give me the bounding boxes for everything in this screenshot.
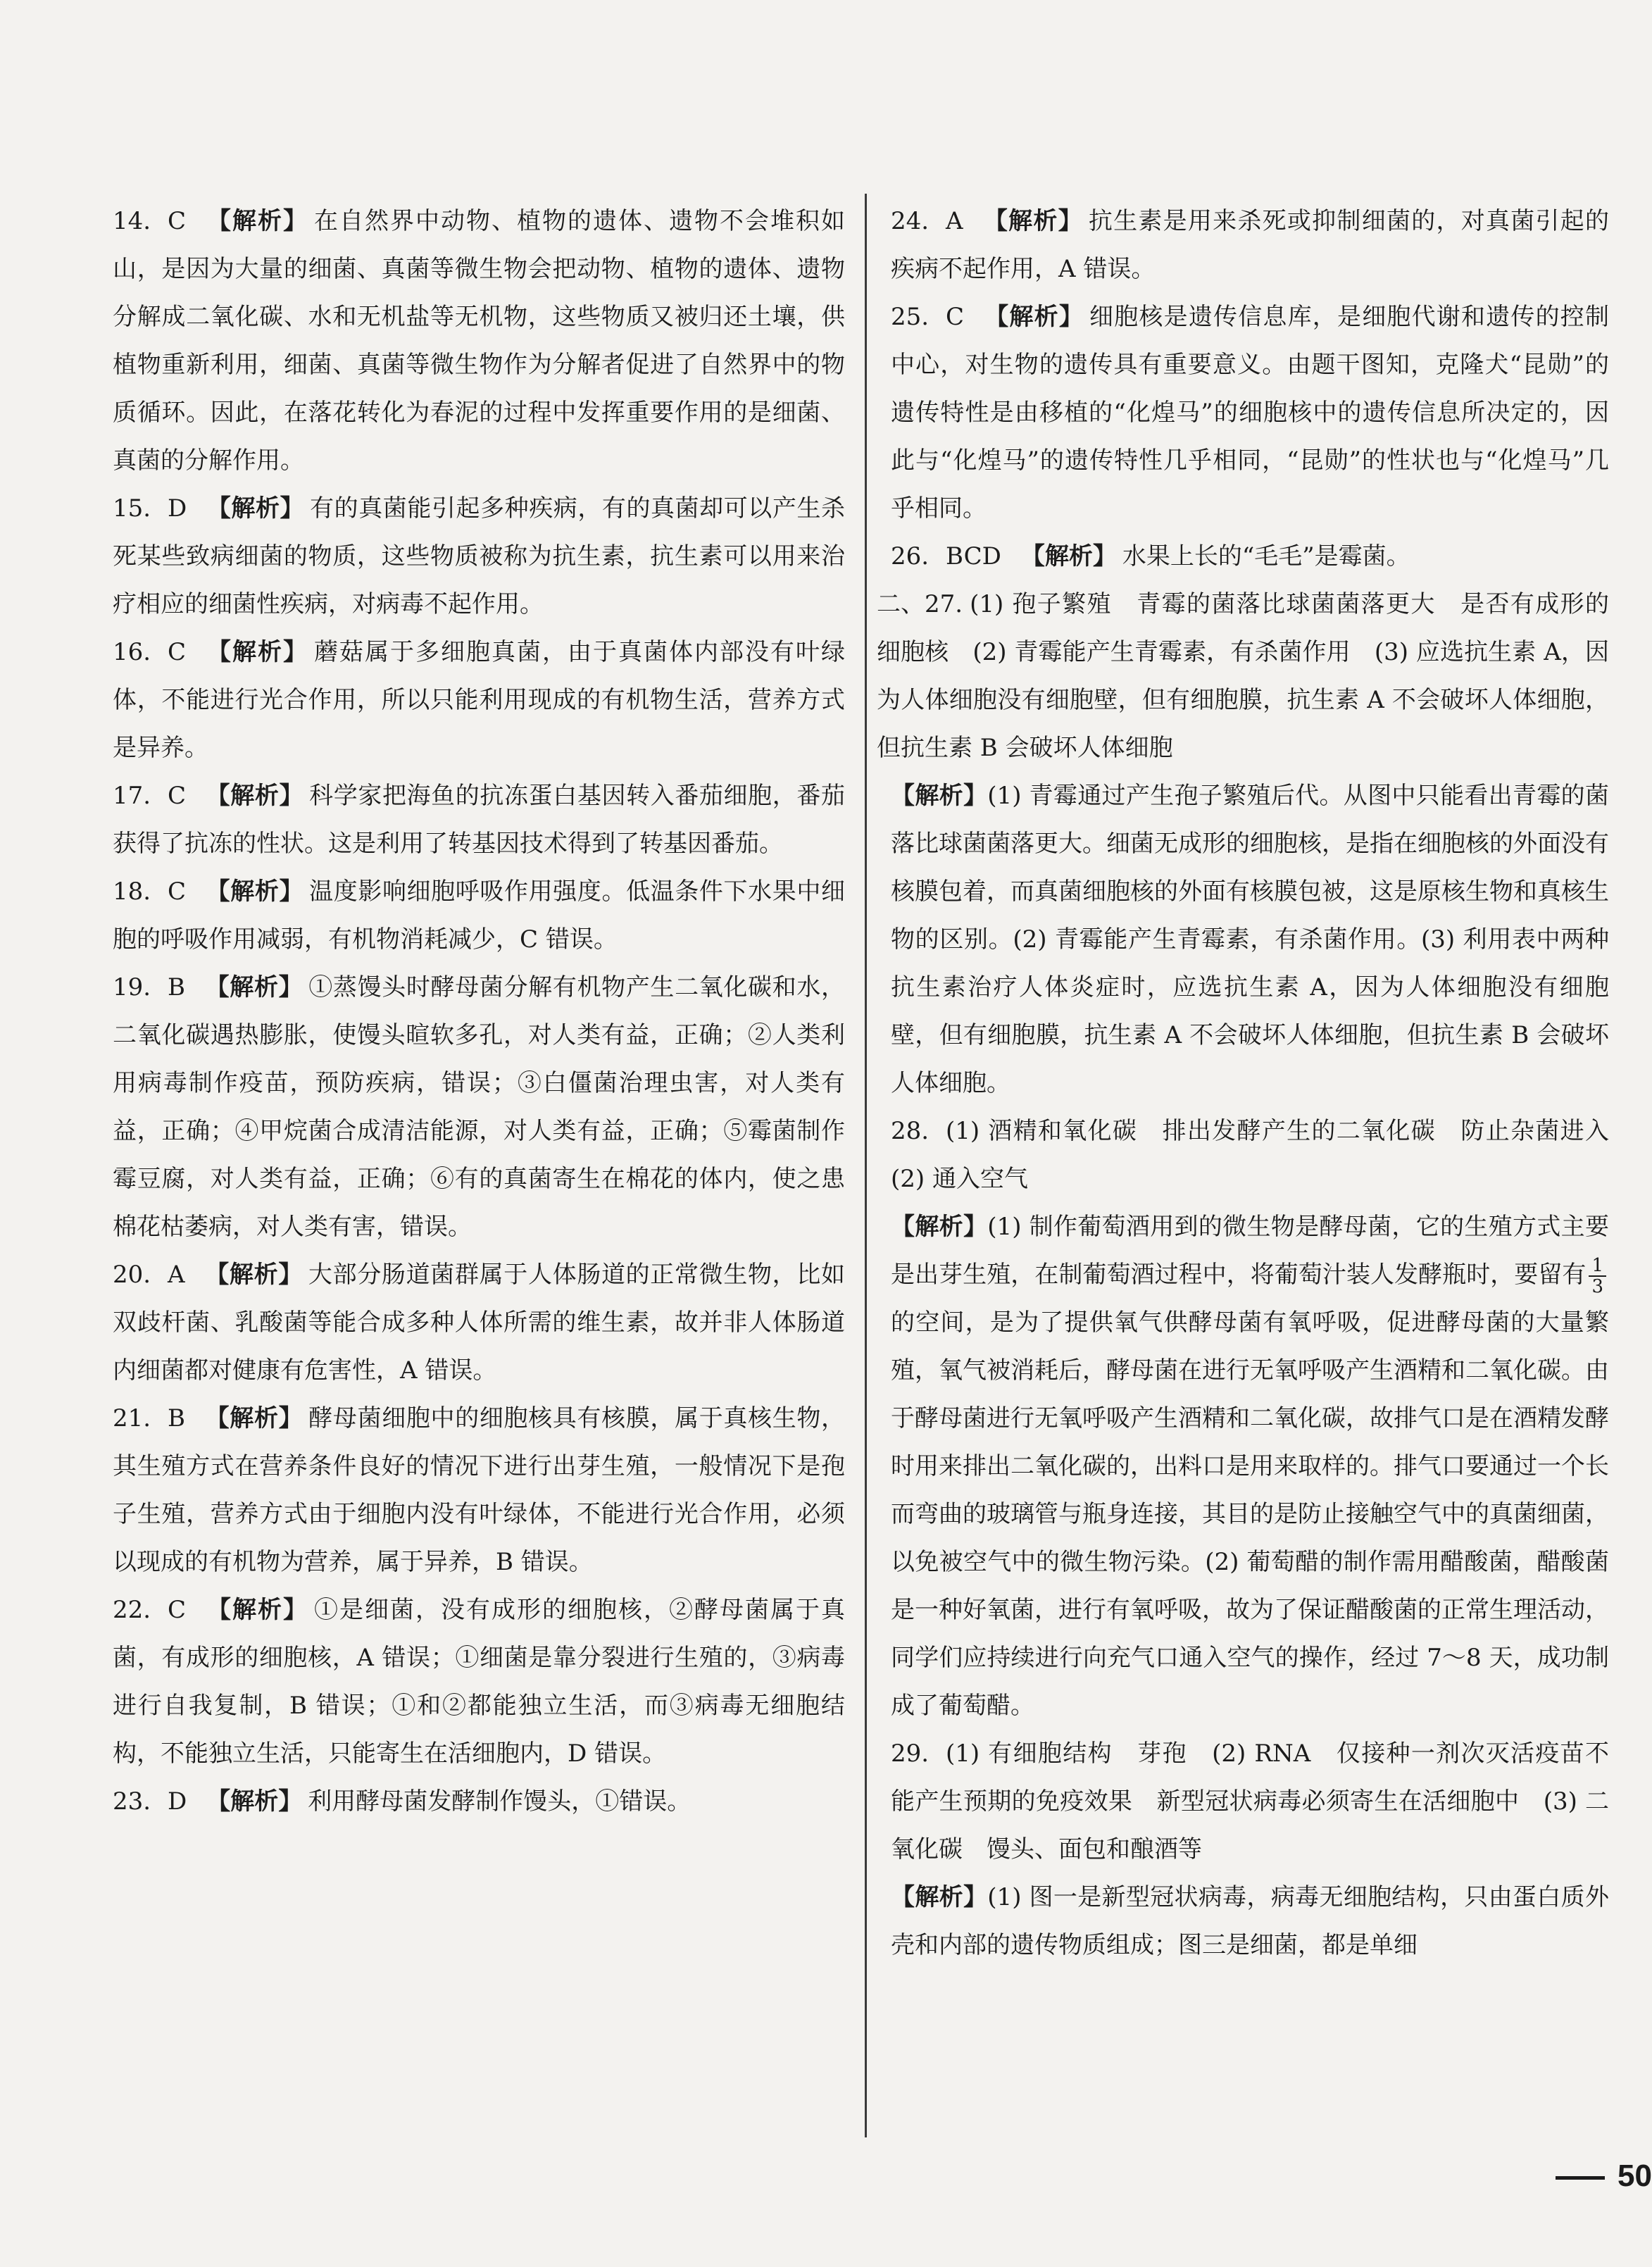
left-column bbox=[113, 197, 845, 1825]
right-column bbox=[877, 197, 1633, 1969]
analysis-text: 细胞核是遗传信息库，是细胞代谢和遗传的控制中心，对生物的遗传具有重要意义。由题干图知，克隆犬“昆勋”的遗传特性是由移植的“化煌马”的细胞核中的遗传信息所决定的，因此与“化煌马”的遗传特性几乎相同，“昆勋”的性状也与“化煌马”几乎相同。 bbox=[891, 303, 1610, 523]
answer-item bbox=[113, 1251, 845, 1394]
analysis-text: 酵母菌细胞中的细胞核具有核膜，属于真核生物，其生殖方式在营养条件良好的情况下进行出芽生殖，一般情况下是孢子生殖，营养方式由于细胞内没有叶绿体，不能进行光合作用，必须以现成的有机物为营养，属于异养，B 错误。 bbox=[113, 1404, 846, 1576]
analysis-text: 有的真菌能引起多种疾病，有的真菌却可以产生杀死某些致病细菌的物质，这些物质被称为抗生素，抗生素可以用来治疗相应的细菌性疾病，对病毒不起作用。 bbox=[113, 494, 846, 618]
analysis-tag: 【解析】 bbox=[891, 782, 988, 810]
fraction-one-third bbox=[1589, 1256, 1606, 1297]
answer-item bbox=[113, 772, 845, 868]
analysis-text: 利用酵母菌发酵制作馒头，①错误。 bbox=[308, 1787, 692, 1816]
analysis-tag: 【解析】 bbox=[891, 1883, 988, 1911]
answer-item bbox=[113, 485, 845, 628]
answer-item-28 bbox=[891, 1107, 1633, 1203]
analysis-text: (1) 图一是新型冠状病毒，病毒无细胞结构，只由蛋白质外壳和内部的遗传物质组成；图三是细菌，都是单细 bbox=[891, 1883, 1610, 1959]
fraction-denominator: 3 bbox=[1591, 1276, 1603, 1297]
item-number: 26. bbox=[891, 542, 930, 570]
fraction-numerator: 1 bbox=[1589, 1256, 1606, 1277]
item-answer: C bbox=[168, 207, 187, 235]
item-answer-text: (1) 孢子繁殖 青霉的菌落比球菌菌落更大 是否有成形的细胞核 (2) 青霉能产生青霉素，有杀菌作用 (3) 应选抗生素 A，因为人体细胞没有细胞壁，但有细胞膜，抗生素 A 不会破坏人体细胞，但抗生素 B 会破坏人体细胞 bbox=[877, 590, 1609, 762]
analysis-text-b: 的空间，是为了提供氧气供酵母菌有氧呼吸，促进酵母菌的大量繁殖，氧气被消耗后，酵母菌在进行无氧呼吸产生酒精和二氧化碳。由于酵母菌进行无氧呼吸产生酒精和二氧化碳，故排气口是在酒精发酵时用来排出二氧化碳的，出料口是用来取样的。排气口要通过一个长而弯曲的玻璃管与瓶身连接，其目的是防止接触空气中的真菌细菌，以免被空气中的微生物污染。(2) 葡萄醋的制作需用醋酸菌，醋酸菌是一种好氧菌，进行有氧呼吸，故为了保证醋酸菌的正常生理活动，同学们应持续进行向充气口通入空气的操作，经过 7～8 天，成功制成了葡萄醋。 bbox=[891, 1309, 1609, 1720]
page-number-text: 50 bbox=[1617, 2159, 1652, 2193]
analysis-text: 大部分肠道菌群属于人体肠道的正常微生物，比如双歧杆菌、乳酸菌等能合成多种人体所需的维生素，故并非人体肠道内细菌都对健康有危害性，A 错误。 bbox=[113, 1261, 846, 1385]
item-number: 21. bbox=[113, 1404, 151, 1432]
item-number: 二、27. bbox=[877, 590, 963, 618]
analysis-tag: 【解析】 bbox=[982, 207, 1083, 235]
analysis-tag: 【解析】 bbox=[206, 1787, 303, 1816]
answer-item bbox=[113, 1778, 845, 1825]
item-answer-text: (1) 有细胞结构 芽孢 (2) RNA 仅接种一剂次灭活疫苗不能产生预期的免疫效果 新型冠状病毒必须寄生在活细胞中 (3) 二氧化碳 馒头、面包和酿酒等 bbox=[891, 1740, 1609, 1863]
analysis-text: (1) 青霉通过产生孢子繁殖后代。从图中只能看出青霉的菌落比球菌菌落更大。细菌无成形的细胞核，是指在细胞核的外面没有核膜包着，而真菌细胞核的外面有核膜包被，这是原核生物和真核生物的区别。(2) 青霉能产生青霉素，有杀菌作用。(3) 利用表中两种抗生素治疗人体炎症时，应选抗生素 A，因为人体细胞没有细胞壁，但有细胞膜，抗生素 A 不会破坏人体细胞，但抗生素 B 会破坏人体细胞。 bbox=[891, 782, 1610, 1097]
analysis-tag: 【解析】 bbox=[891, 1213, 988, 1241]
analysis-29 bbox=[891, 1873, 1609, 1969]
analysis-tag: 【解析】 bbox=[205, 973, 304, 1001]
item-number: 28. bbox=[891, 1117, 930, 1145]
analysis-tag: 【解析】 bbox=[206, 878, 304, 906]
answer-item bbox=[113, 963, 845, 1251]
item-answer-text: (1) 酒精和氧化碳 排出发酵产生的二氧化碳 防止杂菌进入 (2) 通入空气 bbox=[891, 1117, 1633, 1193]
item-number: 17. bbox=[113, 782, 151, 810]
answer-item bbox=[113, 1586, 845, 1778]
item-answer: C bbox=[168, 638, 187, 666]
analysis-text: 水果上长的“毛毛”是霉菌。 bbox=[1122, 542, 1410, 570]
analysis-tag: 【解析】 bbox=[206, 207, 309, 235]
answer-item-25 bbox=[891, 293, 1609, 532]
analysis-text: 科学家把海鱼的抗冻蛋白基因转入番茄细胞，番茄获得了抗冻的性状。这是利用了转基因技术得到了转基因番茄。 bbox=[113, 782, 846, 858]
item-answer: C bbox=[946, 303, 965, 331]
item-number: 25. bbox=[891, 303, 930, 331]
item-answer: B bbox=[168, 1404, 185, 1432]
analysis-tag: 【解析】 bbox=[206, 494, 305, 523]
column-divider bbox=[865, 194, 867, 2137]
item-number: 19. bbox=[113, 973, 151, 1001]
answer-item-29 bbox=[891, 1730, 1609, 1873]
analysis-tag: 【解析】 bbox=[204, 1261, 303, 1289]
item-answer: C bbox=[168, 1596, 187, 1624]
item-answer: B bbox=[168, 973, 185, 1001]
item-number: 23. bbox=[113, 1787, 151, 1816]
item-answer: BCD bbox=[946, 542, 1001, 570]
item-answer: C bbox=[168, 878, 187, 906]
item-number: 24. bbox=[891, 207, 930, 235]
answer-item bbox=[113, 628, 845, 772]
analysis-text: ①是细菌，没有成形的细胞核，②酵母菌属于真菌，有成形的细胞核，A 错误；①细菌是靠分裂进行生殖的，③病毒进行自我复制，B 错误；①和②都能独立生活，而③病毒无细胞结构，不能独立生活，只能寄生在活细胞内，D 错误。 bbox=[113, 1596, 846, 1768]
analysis-tag: 【解析】 bbox=[984, 303, 1084, 331]
analysis-tag: 【解析】 bbox=[205, 1404, 304, 1432]
item-number: 16. bbox=[113, 638, 151, 666]
page-number bbox=[1556, 2159, 1652, 2194]
item-number: 29. bbox=[891, 1740, 930, 1768]
answer-item bbox=[113, 197, 845, 485]
analysis-text: ①蒸馒头时酵母菌分解有机物产生二氧化碳和水，二氧化碳遇热膨胀，使馒头暄软多孔，对人类有益，正确；②人类利用病毒制作疫苗，预防疾病，错误；③白僵菌治理虫害，对人类有益，正确；④甲烷菌合成清洁能源，对人类有益，正确；⑤霉菌制作霉豆腐，对人类有益，正确；⑥有的真菌寄生在棉花的体内，使之患棉花枯萎病，对人类有害，错误。 bbox=[113, 973, 846, 1241]
page-number-dash bbox=[1556, 2176, 1605, 2180]
item-number: 22. bbox=[113, 1596, 151, 1624]
analysis-28 bbox=[891, 1203, 1609, 1730]
analysis-tag: 【解析】 bbox=[206, 782, 304, 810]
answer-item-26 bbox=[891, 532, 1609, 580]
analysis-tag: 【解析】 bbox=[206, 638, 309, 666]
item-number: 14. bbox=[113, 207, 151, 235]
item-answer: A bbox=[946, 207, 963, 235]
answer-item bbox=[113, 868, 845, 963]
analysis-text-a: (1) 制作葡萄酒用到的微生物是酵母菌，它的生殖方式主要是出芽生殖，在制葡萄酒过程中，将葡萄汁装人发酵瓶时，要留有 bbox=[891, 1213, 1610, 1289]
analysis-tag: 【解析】 bbox=[206, 1596, 309, 1624]
item-number: 20. bbox=[113, 1261, 151, 1289]
item-answer: D bbox=[168, 1787, 187, 1816]
item-number: 15. bbox=[113, 494, 151, 523]
answer-item-27 bbox=[877, 580, 1609, 772]
analysis-text: 抗生素是用来杀死或抑制细菌的，对真菌引起的疾病不起作用，A 错误。 bbox=[891, 207, 1610, 283]
analysis-text: 温度影响细胞呼吸作用强度。低温条件下水果中细胞的呼吸作用减弱，有机物消耗减少，C 错误。 bbox=[113, 878, 846, 954]
answer-item bbox=[113, 1394, 845, 1586]
item-number: 18. bbox=[113, 878, 151, 906]
analysis-text: 在自然界中动物、植物的遗体、遗物不会堆积如山，是因为大量的细菌、真菌等微生物会把动物、植物的遗体、遗物分解成二氧化碳、水和无机盐等无机物，这些物质又被归还土壤，供植物重新利用，细菌、真菌等微生物作为分解者促进了自然界中的物质循环。因此，在落花转化为春泥的过程中发挥重要作用的是细菌、真菌的分解作用。 bbox=[113, 207, 846, 475]
item-answer: D bbox=[168, 494, 187, 523]
analysis-tag: 【解析】 bbox=[1020, 542, 1117, 570]
analysis-text: 蘑菇属于多细胞真菌，由于真菌体内部没有叶绿体，不能进行光合作用，所以只能利用现成的有机物生活，营养方式是异养。 bbox=[113, 638, 846, 762]
item-answer: A bbox=[168, 1261, 185, 1289]
item-answer: C bbox=[168, 782, 187, 810]
answer-item-24 bbox=[891, 197, 1609, 293]
analysis-27 bbox=[891, 772, 1609, 1107]
